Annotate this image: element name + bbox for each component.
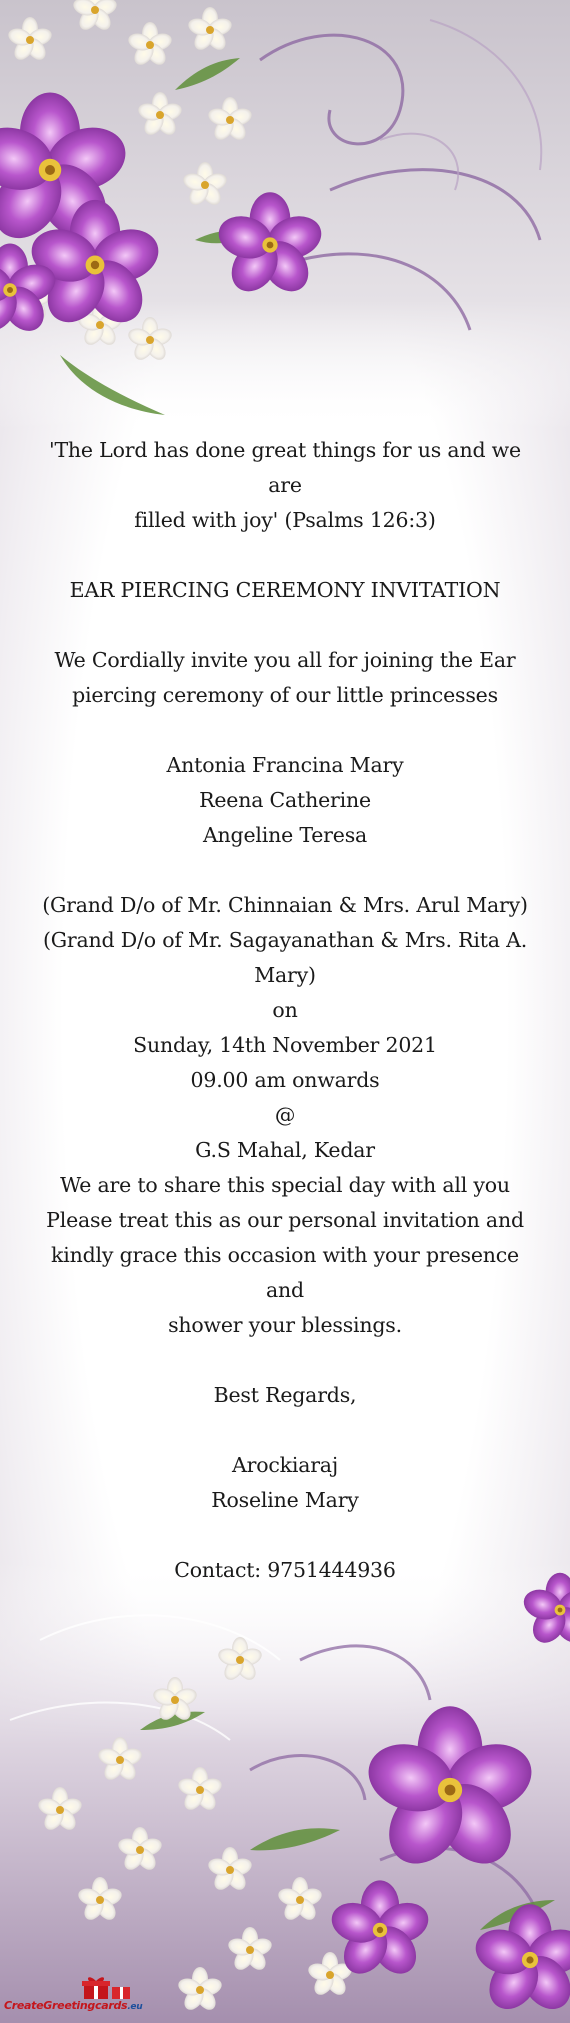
event-venue: G.S Mahal, Kedar bbox=[195, 1138, 375, 1162]
contact-number: Contact: 9751444936 bbox=[174, 1558, 396, 1582]
at-symbol: @ bbox=[274, 1103, 296, 1127]
verse-line-2: filled with joy' (Psalms 126:3) bbox=[134, 508, 436, 532]
grand-daughter-line-1: (Grand D/o of Mr. Chinnaian & Mrs. Arul Mary) bbox=[42, 893, 528, 917]
gift-box-icon bbox=[78, 1975, 138, 2001]
child-name-1: Antonia Francina Mary bbox=[166, 753, 404, 777]
spacer bbox=[40, 1343, 530, 1378]
message-line-2: Please treat this as our personal invitation and bbox=[46, 1208, 524, 1232]
grand-daughter-line-2: (Grand D/o of Mr. Sagayanathan & Mrs. Rita A. bbox=[42, 928, 528, 952]
event-time: 09.00 am onwards bbox=[190, 1068, 380, 1092]
spacer bbox=[40, 608, 530, 643]
brand-logo[interactable] bbox=[2, 1975, 142, 2021]
verse-line-1: 'The Lord has done great things for us and we are bbox=[49, 438, 521, 497]
spacer bbox=[40, 713, 530, 748]
child-name-2: Reena Catherine bbox=[199, 788, 371, 812]
spacer bbox=[40, 1413, 530, 1448]
event-date: Sunday, 14th November 2021 bbox=[133, 1033, 437, 1057]
regards-text: Best Regards, bbox=[213, 1383, 357, 1407]
invite-line-1: We Cordially invite you all for joining the Ear bbox=[54, 648, 516, 672]
spacer bbox=[40, 853, 530, 888]
message-line-1: We are to share this special day with all you bbox=[60, 1173, 510, 1197]
message-line-4: shower your blessings. bbox=[168, 1313, 402, 1337]
spacer bbox=[40, 1518, 530, 1553]
invitation-text bbox=[40, 433, 530, 1588]
grand-daughter-line-3: Mary) bbox=[254, 963, 316, 987]
host-name-1: Arockiaraj bbox=[231, 1453, 338, 1477]
spacer bbox=[40, 538, 530, 573]
host-name-2: Roseline Mary bbox=[211, 1488, 359, 1512]
ceremony-title: EAR PIERCING CEREMONY INVITATION bbox=[69, 578, 501, 602]
invite-line-2: piercing ceremony of our little princesses bbox=[72, 683, 498, 707]
brand-name: CreateGreetingcards.eu bbox=[4, 1999, 143, 2012]
message-line-3: kindly grace this occasion with your presence and bbox=[51, 1243, 519, 1302]
on-text: on bbox=[272, 998, 298, 1022]
child-name-3: Angeline Teresa bbox=[202, 823, 368, 847]
